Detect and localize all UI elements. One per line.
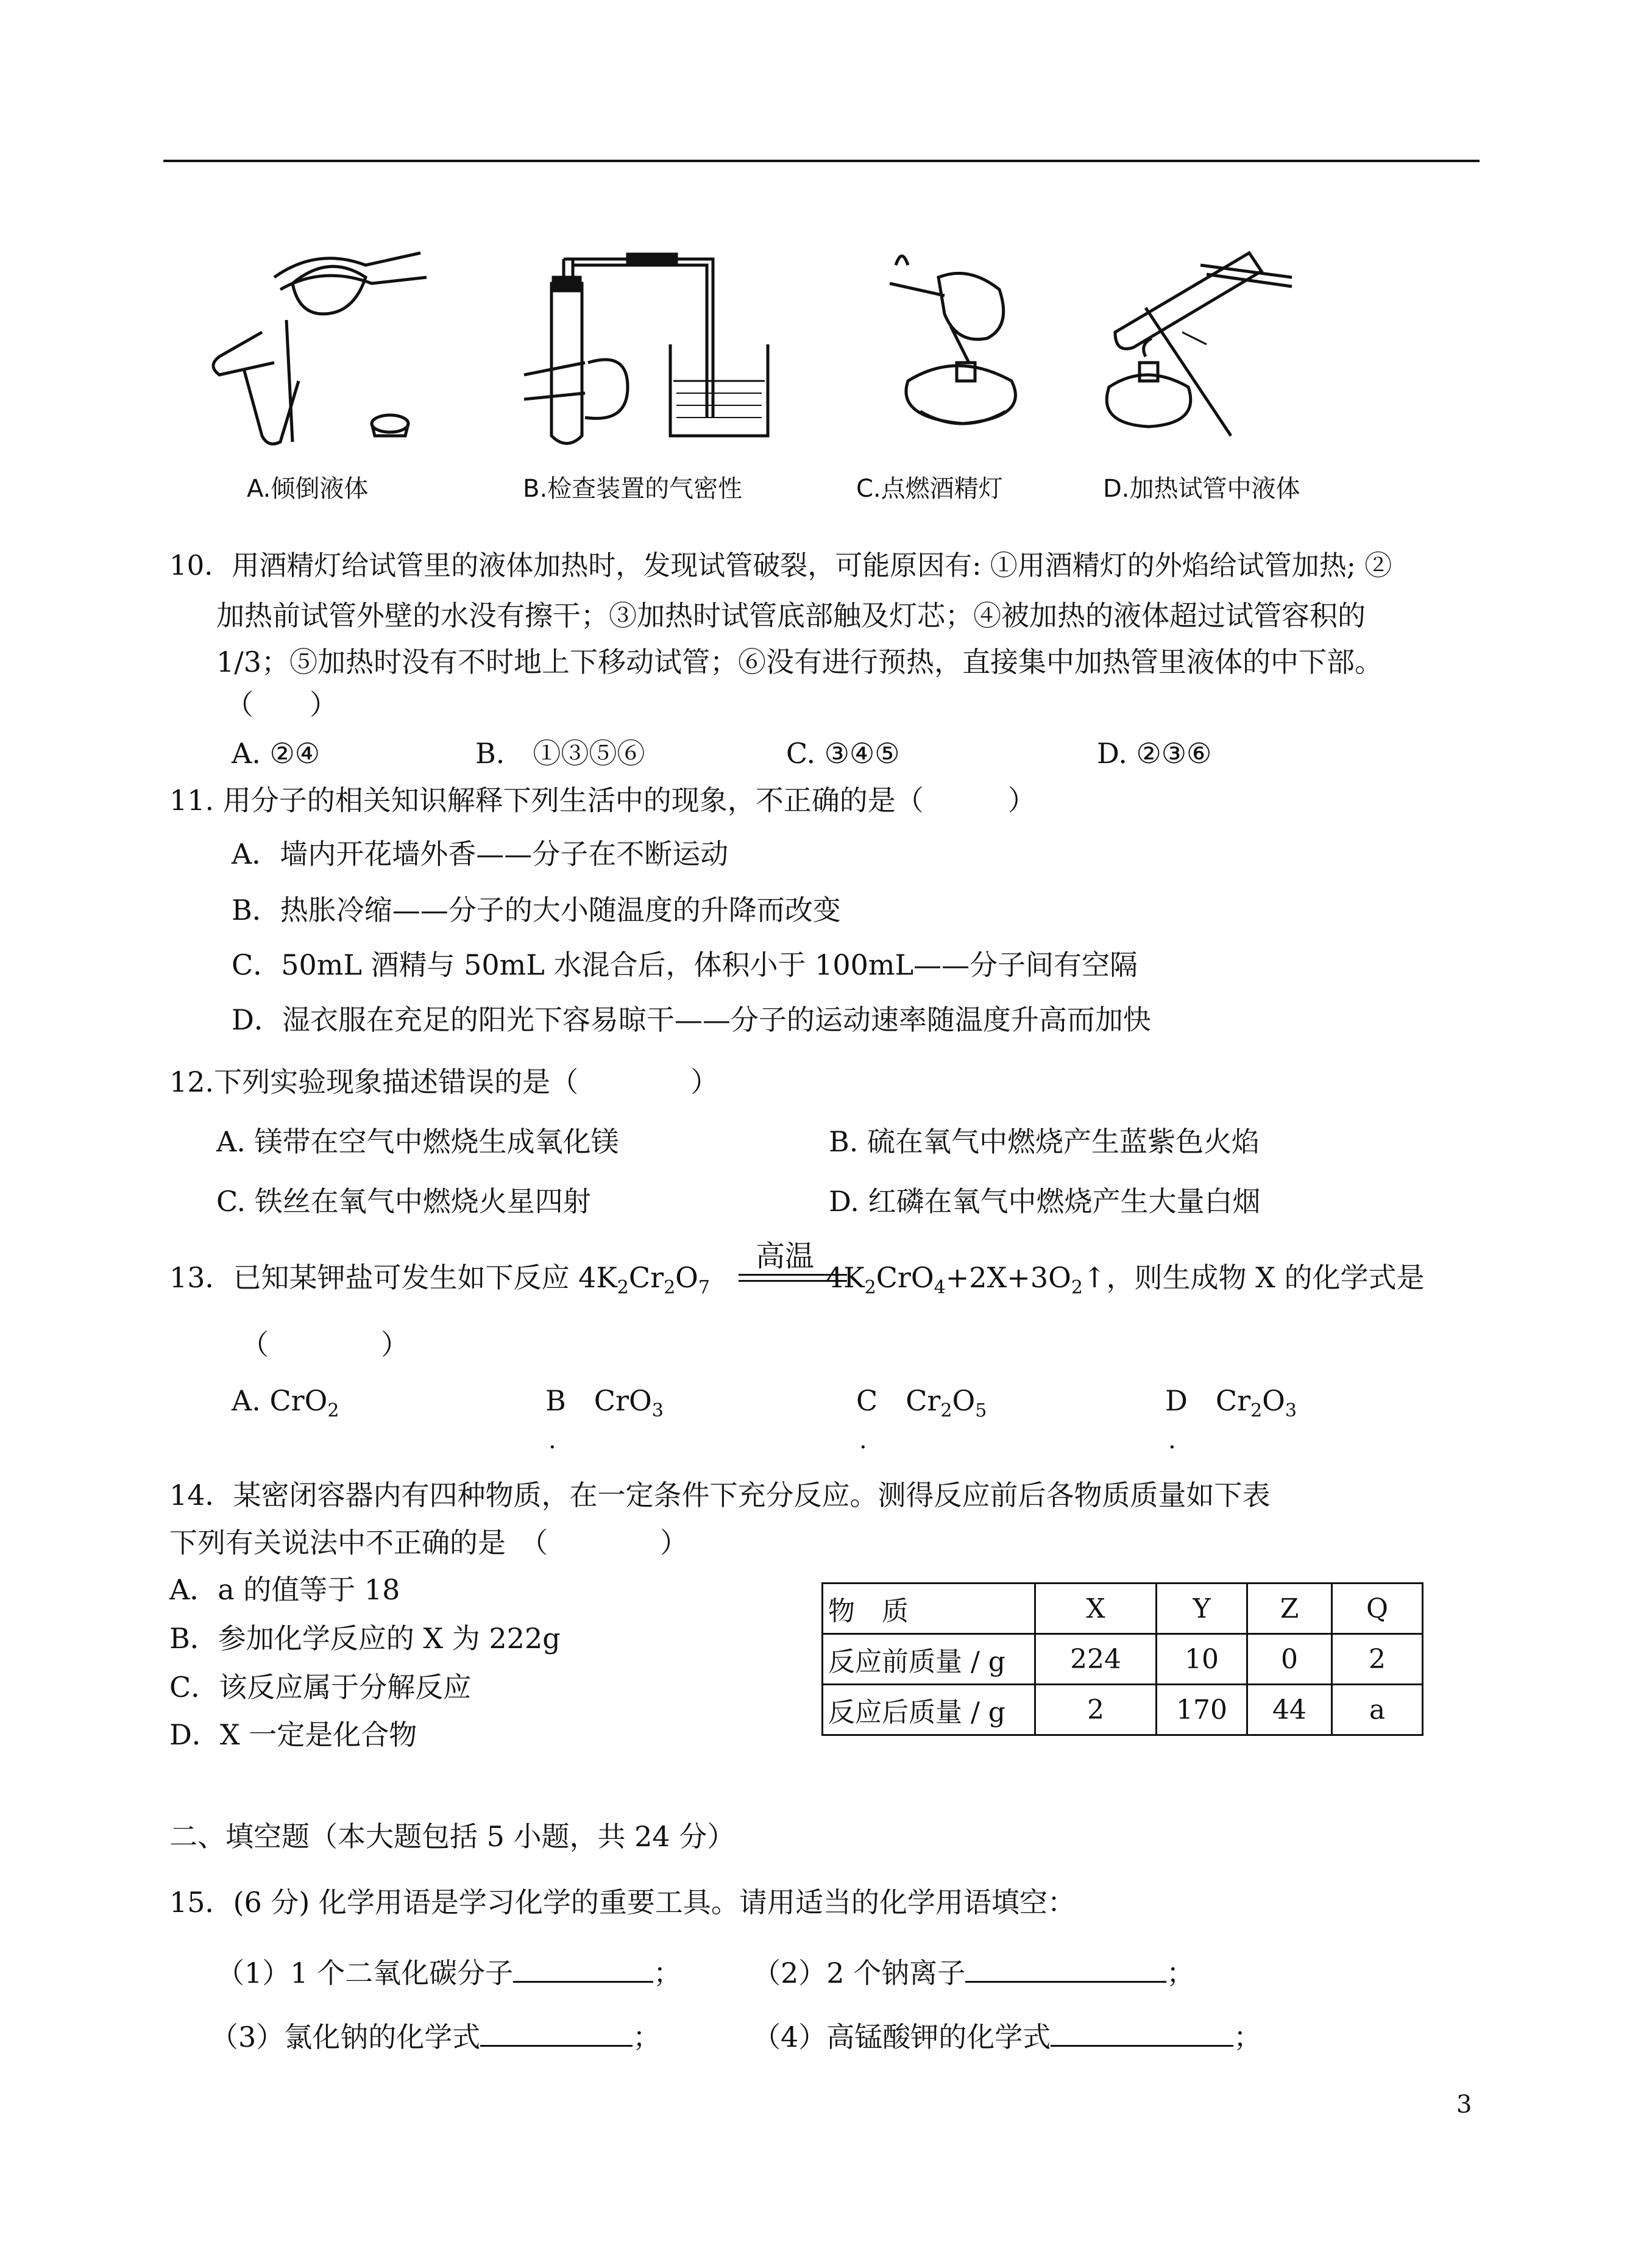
table-cell: Q xyxy=(1332,1584,1423,1634)
q14-option-b: B．参加化学反应的 X 为 222g xyxy=(169,1622,561,1655)
q12-option-b: B. 硫在氧气中燃烧产生蓝紫色火焰 xyxy=(829,1125,1260,1158)
q14-line1: 14．某密闭容器内有四种物质，在一定条件下充分反应。测得反应前后各物质质量如下表 xyxy=(169,1479,1271,1512)
q11-option-b: B．热胀冷缩——分子的大小随温度的升降而改变 xyxy=(232,894,841,926)
heating-test-tube-illustration xyxy=(1079,241,1298,460)
q13-dot-b: . xyxy=(548,1426,556,1454)
q13-dot-c: . xyxy=(859,1426,867,1454)
pouring-liquid-illustration xyxy=(183,241,439,454)
q14-option-c: C．该反应属于分解反应 xyxy=(169,1671,472,1704)
table-cell: 224 xyxy=(1035,1634,1157,1685)
q11-option-c: C．50mL 酒精与 50mL 水混合后，体积小于 100mL——分子间有空隔 xyxy=(232,948,1138,981)
table-cell: 10 xyxy=(1157,1634,1247,1685)
q10-line1: 10．用酒精灯给试管里的液体加热时，发现试管破裂，可能原因有: ①用酒精灯的外焰给试管加热; ② xyxy=(169,549,1392,581)
table-row xyxy=(823,1685,1423,1735)
header-rule xyxy=(163,160,1480,162)
table-cell: 170 xyxy=(1157,1685,1247,1735)
q15-stem: 15．(6 分) 化学用语是学习化学的重要工具。请用适当的化学用语填空： xyxy=(169,1886,1076,1919)
answer-blank[interactable] xyxy=(965,1957,1166,1983)
q12-option-d: D. 红磷在氧气中燃烧产生大量白烟 xyxy=(829,1185,1261,1218)
figure-caption-b: B.检查装置的气密性 xyxy=(523,475,743,503)
q10-option-b: B. ①③⑤⑥ xyxy=(475,737,645,770)
q13-suffix: ，则生成物 X 的化学式是 xyxy=(1106,1261,1425,1294)
answer-blank[interactable] xyxy=(513,1957,653,1983)
table-cell: Z xyxy=(1247,1584,1332,1634)
figure-caption-a: A.倾倒液体 xyxy=(247,475,369,503)
q13-stem: 13．已知某钾盐可发生如下反应 $4K_2Cr_2O_7$ $4K_2CrO_4+2X+3O_2↑$，则生成物 X 的化学式是 xyxy=(169,1261,1425,1299)
q15-item-1: （1）1 个二氧化碳分子 ； xyxy=(216,1957,682,1989)
table-cell: Y xyxy=(1157,1584,1247,1634)
page-number: 3 xyxy=(1456,2091,1472,2119)
mass-table xyxy=(821,1582,1424,1736)
table-cell: X xyxy=(1035,1584,1157,1634)
lighting-alcohol-lamp-illustration xyxy=(871,241,1066,454)
q15-item-3: （3）氯化钠的化学式 ； xyxy=(210,2021,661,2053)
reaction-condition: 高温 xyxy=(756,1239,815,1273)
figure-caption-d: D.加热试管中液体 xyxy=(1103,475,1300,503)
q15-item-2: （2）2 个钠离子 ； xyxy=(753,1957,1195,1989)
q13-option-d: D $Cr_2O_3$ xyxy=(1165,1384,1297,1422)
table-row xyxy=(823,1634,1423,1685)
table-cell: 44 xyxy=(1247,1685,1332,1735)
figure-caption-c: C.点燃酒精灯 xyxy=(856,475,1003,503)
q11-stem: 11. 用分子的相关知识解释下列生活中的现象，不正确的是（ ） xyxy=(169,784,1036,817)
q12-stem: 12.下列实验现象描述错误的是（ ） xyxy=(169,1065,719,1098)
q14-option-a: A．a 的值等于 18 xyxy=(169,1573,400,1606)
q13-option-a: A. CrO$_2$ xyxy=(232,1384,339,1422)
airtightness-check-illustration xyxy=(506,241,786,460)
q14-line2: 下列有关说法中不正确的是 （ ） xyxy=(169,1526,688,1559)
q11-option-a: A．墙内开花墙外香——分子在不断运动 xyxy=(232,837,729,870)
table-cell: 2 xyxy=(1332,1634,1423,1685)
q15-item-4: （4）高锰酸钾的化学式 ； xyxy=(753,2021,1262,2053)
q10-option-a: A. ②④ xyxy=(232,737,320,770)
section2-title: 二、填空题（本大题包括 5 小题，共 24 分） xyxy=(169,1820,736,1853)
table-cell: 反应后质量 / g xyxy=(823,1685,1035,1735)
q10-option-d: D. ②③⑥ xyxy=(1097,737,1212,770)
q14-option-d: D．X 一定是化合物 xyxy=(169,1718,417,1751)
answer-blank[interactable] xyxy=(1051,2021,1233,2047)
table-cell: 0 xyxy=(1247,1634,1332,1685)
table-cell: 反应前质量 / g xyxy=(823,1634,1035,1685)
answer-blank[interactable] xyxy=(480,2021,633,2047)
q13-dot-d: . xyxy=(1168,1426,1176,1454)
q12-option-a: A. 镁带在空气中燃烧生成氧化镁 xyxy=(216,1125,619,1158)
q12-option-c: C. 铁丝在氧气中燃烧火星四射 xyxy=(216,1185,591,1218)
q10-line3: 1/3；⑤加热时没有不时地上下移动试管；⑥没有进行预热，直接集中加热管里液体的中下部。 xyxy=(216,645,1383,678)
q11-option-d: D．湿衣服在充足的阳光下容易晾干——分子的运动速率随温度升高而加快 xyxy=(232,1003,1151,1036)
q13-option-b: B CrO$_3$ xyxy=(545,1384,664,1422)
q10-answer-paren: （ ） xyxy=(225,688,338,721)
table-cell: a xyxy=(1332,1685,1423,1735)
q13-option-c: C $Cr_2O_5$ xyxy=(856,1384,987,1422)
table-cell: 物 质 xyxy=(823,1584,1035,1634)
q13-prefix: 13．已知某钾盐可发生如下反应 4K xyxy=(169,1261,617,1294)
q13-answer-paren: （ ） xyxy=(241,1328,409,1361)
table-cell: 2 xyxy=(1035,1685,1157,1735)
q10-line2: 加热前试管外壁的水没有擦干；③加热时试管底部触及灯芯；④被加热的液体超过试管容积的 xyxy=(216,599,1366,632)
q10-option-c: C. ③④⑤ xyxy=(786,737,900,770)
table-header-row xyxy=(823,1584,1423,1634)
